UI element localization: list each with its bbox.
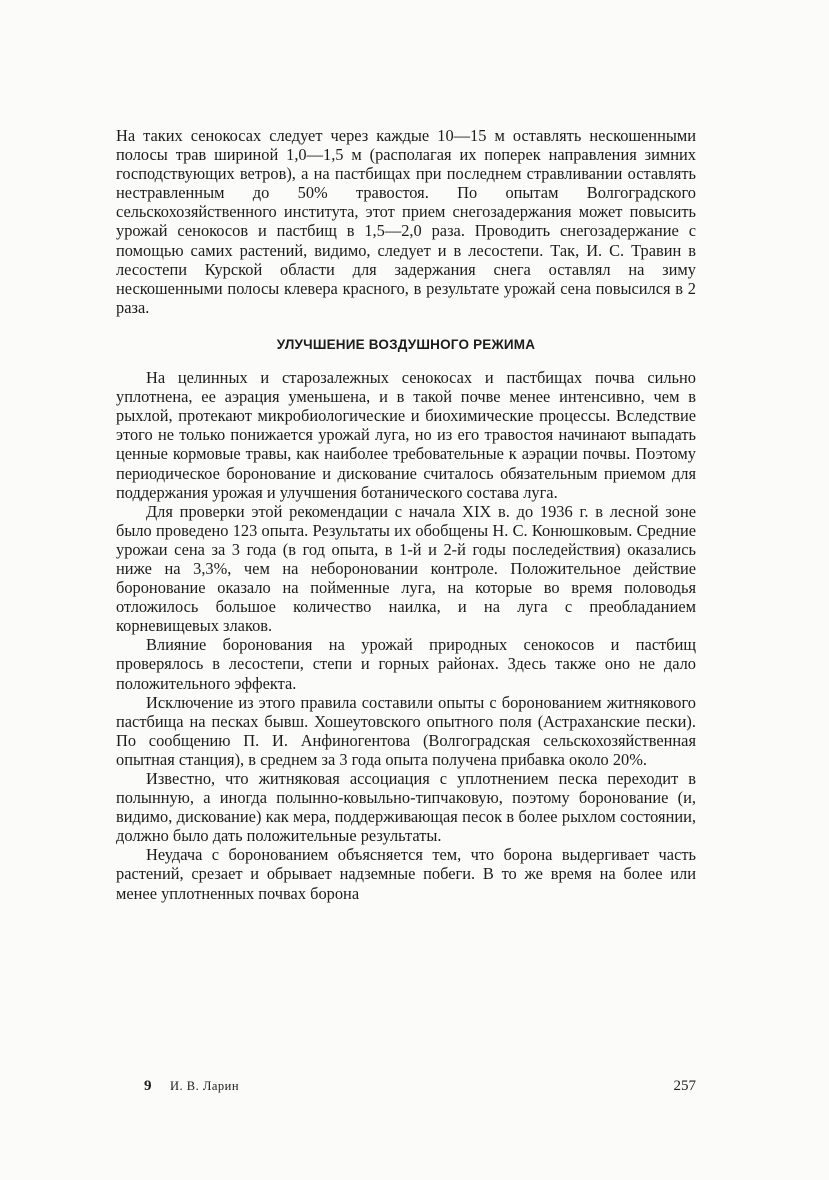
paragraph-soil-compaction: На целинных и старозалежных сенокосах и пастбищах почва сильно уплотнена, ее аэрация уменьшена, и в такой почве менее интенсивно, чем в рыхлой, протекают микробиологические и биохимические процессы. Вследствие этого не только понижается урожай луга, но из его травостоя начинают выпадать ценные кормовые травы, как наиболее требовательные к аэрации почвы. Поэтому периодическое боронование и дискование считалось обязательным приемом для поддержания урожая и улучшения ботанического состава луга. [116, 368, 696, 502]
page-number: 257 [673, 1078, 696, 1094]
paragraph-snow-retention: На таких сенокосах следует через каждые 10—15 м оставлять нескошенными полосы трав шириной 1,0—1,5 м (располагая их поперек направления зимних господствующих ветров), а на пастбищах при последнем стравливании оставлять нестравленным до 50% травостоя. По опытам Волгоградского сельскохозяйственного института, этот прием снегозадержания может повысить урожай сенокосов и пастбищ в 1,5—2,0 раза. Проводить снегозадержание с помощью самих растений, видимо, следует и в лесостепи. Так, И. С. Травин в лесостепи Курской области для задержания снега оставлял на зиму нескошенными полосы клевера красного, в результате урожай сена повысился в 2 раза. [116, 126, 696, 317]
paragraph-exception: Исключение из этого правила составили опыты с боронованием житнякового пастбища на песках бывш. Хошеутовского опытного поля (Астраханские пески). По сообщению П. И. Анфиногентова (Волгоградская сельскохозяйственная опытная станция), в среднем за 3 года опыта получена прибавка около 20%. [116, 692, 696, 769]
page-footer [144, 1078, 696, 1100]
body-text [116, 126, 696, 903]
signature-author: И. В. Ларин [170, 1079, 240, 1093]
paragraph-wheatgrass-association: Известно, что житняковая ассоциация с уплотнением песка переходит в полынную, а иногда полынно-ковыльно-типчаковую, поэтому боронование (и, видимо, дискование) как мера, поддерживающая песок в более рыхлом состоянии, должно было дать положительные результаты. [116, 769, 696, 846]
signature-number: 9 [144, 1078, 152, 1094]
paragraph-harrowing-failure: Неудача с боронованием объясняется тем, что борона выдергивает часть растений, срезает и обрывает надземные побеги. В то же время на более или менее уплотненных почвах борона [116, 845, 696, 903]
section-heading: УЛУЧШЕНИЕ ВОЗДУШНОГО РЕЖИМА [276, 336, 536, 352]
paragraph-experiments: Для проверки этой рекомендации с начала XIX в. до 1936 г. в лесной зоне было проведено 123 опыта. Результаты их обобщены Н. С. Конюшковым. Средние урожаи сена за 3 года (в год опыта, в 1-й и 2-й годы последействия) оказались ниже на 3,3%, чем на небороновании контроле. Положительное действие боронование оказало на пойменные луга, на которые во время половодья отложилось большое количество наилка, и на луга с преобладанием корневищевых злаков. [116, 501, 696, 636]
paragraph-harrowing-influence: Влияние боронования на урожай природных сенокосов и пастбищ проверялось в лесостепи, степи и горных районах. Здесь также оно не дало положительного эффекта. [116, 635, 696, 693]
